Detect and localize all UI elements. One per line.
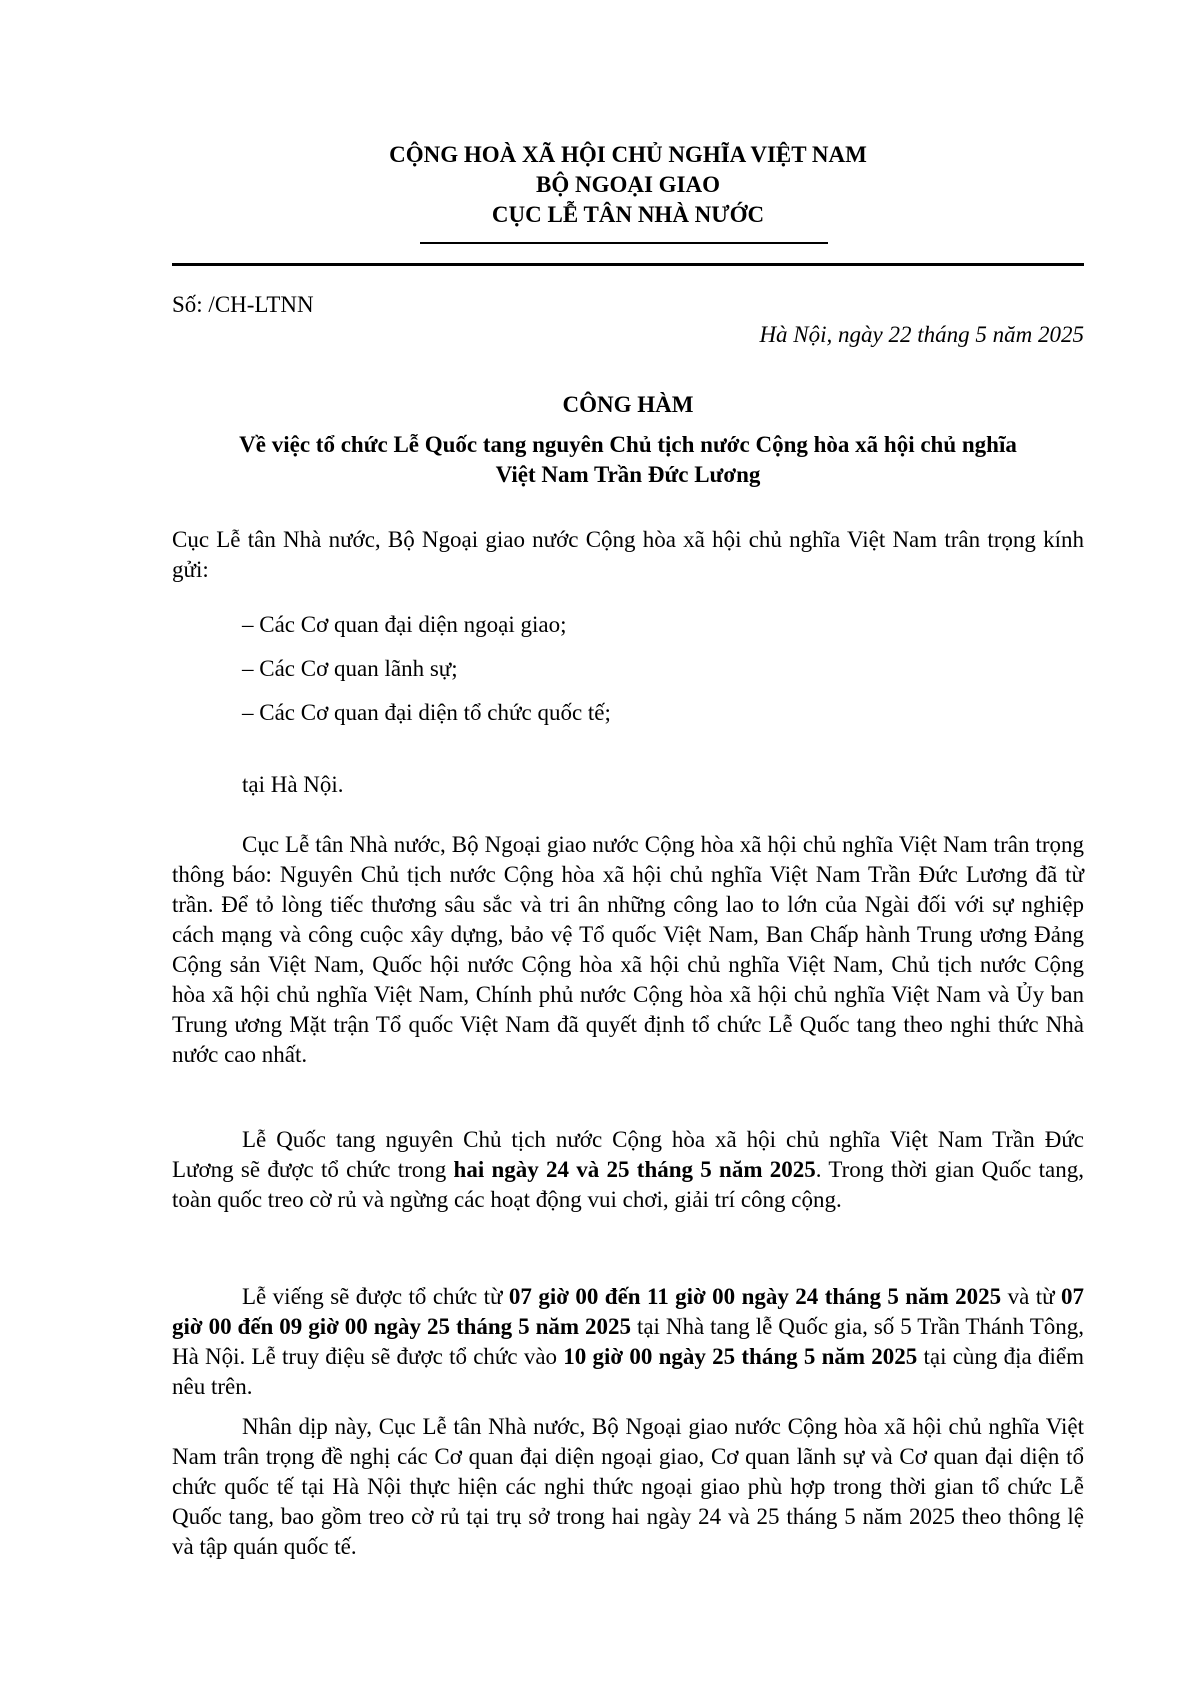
text-run: Lễ Quốc tang nguyên Chủ tịch nước Cộng hòa xã hội chủ nghĩa Việt Nam Trần Đức Lương sẽ được tổ chức trong [172, 1127, 1084, 1182]
letterhead [172, 140, 1084, 230]
document-title: CÔNG HÀM [562, 392, 694, 417]
paragraph-request: Nhân dịp này, Cục Lễ tân Nhà nước, Bộ Ngoại giao nước Cộng hòa xã hội chủ nghĩa Việt Nam trân trọng đề nghị các Cơ quan đại diện ngoại giao, Cơ quan lãnh sự và Cơ quan đại diện tổ chức quốc tế tại Hà Nội thực hiện các nghi thức ngoại giao phù hợp trong thời gian tổ chức Lễ Quốc tang, bao gồm treo cờ rủ tại trụ sở trong hai ngày 24 và 25 tháng 5 năm 2025 theo thông lệ và tập quán quốc tế. [172, 1414, 1084, 1559]
text-run: và từ [1001, 1284, 1061, 1309]
paragraph-announcement: Cục Lễ tân Nhà nước, Bộ Ngoại giao nước Cộng hòa xã hội chủ nghĩa Việt Nam trân trọng thông báo: Nguyên Chủ tịch nước Cộng hòa xã hội chủ nghĩa Việt Nam Trần Đức Lương đã từ trần. Để tỏ lòng tiếc thương sâu sắc và tri ân những công lao to lớn của Ngài đối với sự nghiệp cách mạng và công cuộc xây dựng, bảo vệ Tổ quốc Việt Nam, Ban Chấp hành Trung ương Đảng Cộng sản Việt Nam, Quốc hội nước Cộng hòa xã hội chủ nghĩa Việt Nam, Chủ tịch nước Cộng hòa xã hội chủ nghĩa Việt Nam, Chính phủ nước Cộng hòa xã hội chủ nghĩa Việt Nam và Ủy ban Trung ương Mặt trận Tổ quốc Việt Nam đã quyết định tổ chức Lễ Quốc tang theo nghi thức Nhà nước cao nhất. [172, 832, 1084, 1067]
paragraph-schedule [172, 1282, 1084, 1402]
recipient-item: – Các Cơ quan đại diện ngoại giao; [242, 612, 567, 637]
text-run: Lễ viếng sẽ được tổ chức từ [242, 1284, 509, 1309]
salutation: Cục Lễ tân Nhà nước, Bộ Ngoại giao nước Cộng hòa xã hội chủ nghĩa Việt Nam trân trọng kính gửi: [172, 527, 1084, 582]
bold-run: hai ngày 24 và 25 tháng 5 năm 2025 [453, 1157, 816, 1182]
paragraph-funeral-dates [172, 1125, 1084, 1215]
document-number: Số: /CH-LTNN [172, 292, 314, 317]
bold-run: 07 giờ 00 đến 09 giờ 00 ngày 25 tháng 5 năm 2025 [172, 1284, 1084, 1339]
recipient-item: – Các Cơ quan đại diện tổ chức quốc tế; [242, 700, 611, 725]
top-divider [172, 263, 1084, 266]
place-date: Hà Nội, ngày 22 tháng 5 năm 2025 [759, 322, 1084, 347]
text-run: tại Nhà tang lễ Quốc gia, số 5 Trần Thánh Tông, Hà Nội. Lễ truy điệu sẽ được tổ chức vào [172, 1314, 1085, 1369]
subject-line-1: Về việc tổ chức Lễ Quốc tang nguyên Chủ tịch nước Cộng hòa xã hội chủ nghĩa [239, 432, 1017, 457]
bold-run: 07 giờ 00 đến 11 giờ 00 ngày 24 tháng 5 năm 2025 [508, 1284, 1002, 1309]
bold-run: 10 giờ 00 ngày 25 tháng 5 năm 2025 [563, 1344, 918, 1369]
ministry-name: BỘ NGOẠI GIAO [535, 172, 721, 197]
recipient-list [242, 610, 1084, 742]
text-run: . Trong thời gian Quốc tang, toàn quốc treo cờ rủ và ngừng các hoạt động vui chơi, giải trí công cộng. [172, 1157, 1084, 1212]
text-run: tại cùng địa điểm nêu trên. [172, 1344, 1084, 1399]
subject-heading [172, 430, 1084, 490]
country-name: CỘNG HOÀ XÃ HỘI CHỦ NGHĨA VIỆT NAM [389, 142, 867, 167]
header-underline [420, 242, 828, 244]
location-line: tại Hà Nội. [242, 772, 344, 797]
subject-line-2: Việt Nam Trần Đức Lương [495, 462, 761, 487]
department-name: CỤC LỄ TÂN NHÀ NƯỚC [491, 202, 765, 227]
recipient-item: – Các Cơ quan lãnh sự; [242, 656, 458, 681]
